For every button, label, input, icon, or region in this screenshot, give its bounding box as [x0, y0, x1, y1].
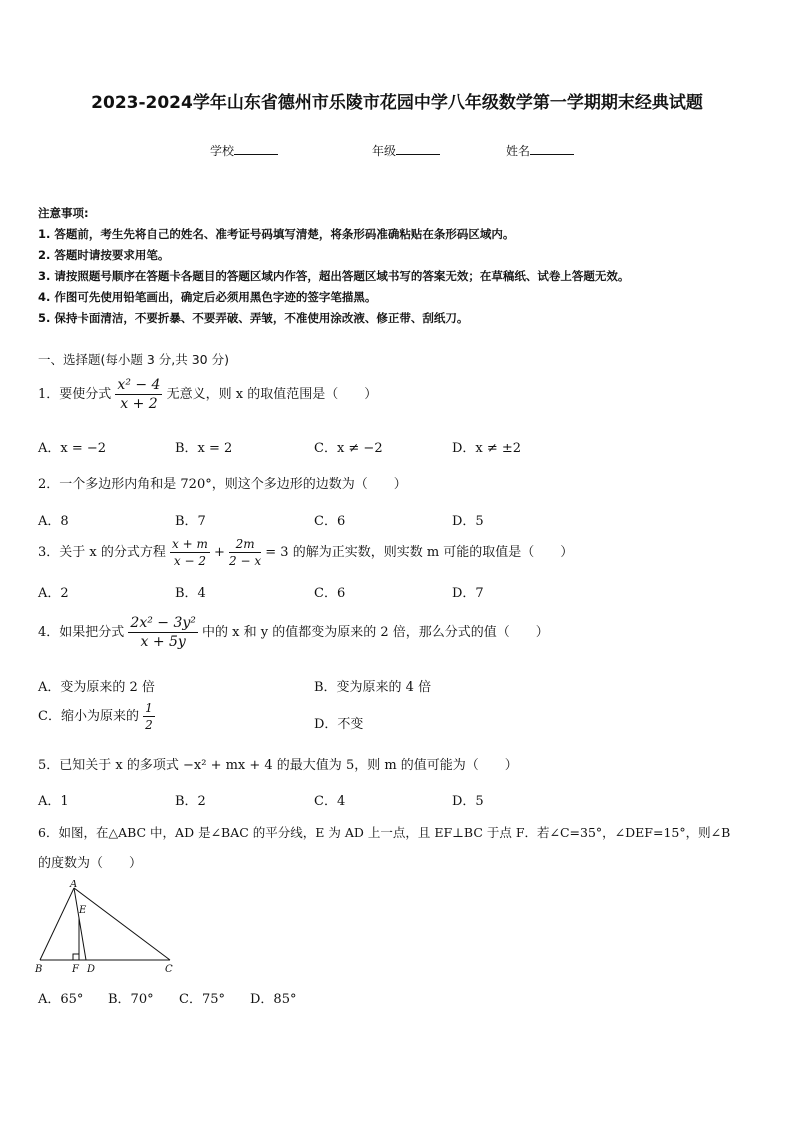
- note-item-4: 4. 作图可先使用铅笔画出，确定后必须用黑色字迹的签字笔描黑。: [38, 290, 377, 304]
- q5-option-c: C．4: [314, 794, 346, 809]
- name-label: 姓名: [506, 144, 531, 158]
- q2-option-c: C．6: [314, 514, 346, 529]
- note-item-1: 1. 答题前，考生先将自己的姓名、准考证号码填写清楚，将条形码准确粘贴在条形码区域内。: [38, 227, 515, 241]
- q6-option-a: A．65°: [38, 992, 84, 1007]
- question-6-line-2: 的度数为（ ）: [38, 856, 143, 871]
- q4-option-c-text: C．缩小为原来的: [38, 709, 139, 724]
- label-d: D: [87, 964, 96, 975]
- grade-label: 年级: [372, 144, 397, 158]
- q5-option-d: D．5: [452, 794, 484, 809]
- q1-numerator: x² − 4: [117, 377, 161, 393]
- note-item-5: 5. 保持卡面清洁，不要折暴、不要弄破、弄皱，不准使用涂改液、修正带、刮纸刀。: [38, 311, 469, 325]
- question-3: [38, 538, 573, 567]
- q3-fraction-2: [229, 538, 261, 567]
- q6-option-d: D．85°: [250, 992, 297, 1007]
- q4-c-denominator: 2: [145, 718, 153, 732]
- q3-f1-numerator: x + m: [172, 537, 208, 551]
- grade-blank: [396, 144, 440, 155]
- q3-plus: +: [214, 545, 225, 560]
- note-item-3: 3. 请按照题号顺序在答题卡各题目的答题区域内作答，超出答题区域书写的答案无效；在草稿纸、试卷上答题无效。: [38, 269, 630, 283]
- segment-ac: [74, 888, 170, 960]
- q1-option-d: D．x ≠ ±2: [452, 441, 522, 456]
- question-6-line-1: 6．如图，在△ABC 中，AD 是∠BAC 的平分线，E 为 AD 上一点，且 EF⊥BC 于点 F．若∠C=35°，∠DEF=15°，则∠B: [38, 825, 731, 840]
- q1-fraction: [115, 378, 162, 411]
- segment-ad: [74, 888, 86, 960]
- grade-field: [372, 142, 440, 159]
- question-1: [38, 378, 377, 411]
- q4-c-numerator: 1: [145, 701, 153, 715]
- q5-option-b: B．2: [175, 794, 206, 809]
- q1-option-a: A．x = −2: [38, 441, 107, 456]
- q4-fraction: [128, 616, 197, 649]
- page-title: 2023-2024学年山东省德州市乐陵市花园中学八年级数学第一学期期末经典试题: [91, 93, 703, 113]
- q6-option-b: B．70°: [108, 992, 154, 1007]
- q4-denominator: x + 5y: [140, 634, 186, 650]
- q2-option-d: D．5: [452, 514, 484, 529]
- q3-f2-numerator: 2m: [229, 538, 261, 553]
- q3-fraction-1: [170, 538, 210, 567]
- q3-option-c: C．6: [314, 586, 346, 601]
- label-c: C: [165, 964, 173, 975]
- q4-option-c: [38, 702, 155, 731]
- q3-option-b: B．4: [175, 586, 206, 601]
- question-4: [38, 616, 549, 649]
- q3-suffix: = 3 的解为正实数，则实数 m 可能的取值是（ ）: [265, 545, 574, 560]
- notes-heading: 注意事项:: [38, 206, 89, 220]
- q4-option-d: D．不变: [314, 717, 364, 732]
- q3-option-a: A．2: [38, 586, 69, 601]
- q4-option-a: A．变为原来的 2 倍: [38, 680, 155, 695]
- label-e: E: [79, 905, 87, 916]
- q1-prefix: 1．要使分式: [38, 387, 112, 402]
- question-2: 2．一个多边形内角和是 720°，则这个多边形的边数为（ ）: [38, 477, 407, 492]
- q2-option-a: A．8: [38, 514, 69, 529]
- label-f: F: [72, 964, 79, 975]
- q5-option-a: A．1: [38, 794, 69, 809]
- right-angle-mark: [73, 954, 79, 960]
- q3-prefix: 3．关于 x 的分式方程: [38, 545, 166, 560]
- segment-ab: [40, 888, 74, 960]
- q1-option-b: B．x = 2: [175, 441, 233, 456]
- q3-option-d: D．7: [452, 586, 484, 601]
- label-b: B: [35, 964, 43, 975]
- q4-option-b: B．变为原来的 4 倍: [314, 680, 432, 695]
- q3-f2-denominator: 2 − x: [229, 554, 262, 568]
- school-label: 学校: [210, 144, 235, 158]
- school-blank: [234, 144, 278, 155]
- q4-option-c-fraction: [143, 702, 155, 731]
- school-field: [210, 142, 278, 159]
- name-field: [506, 142, 574, 159]
- q2-option-b: B．7: [175, 514, 206, 529]
- section-heading: 一、选择题(每小题 3 分,共 30 分): [38, 352, 229, 367]
- label-a: A: [70, 880, 78, 890]
- q1-option-c: C．x ≠ −2: [314, 441, 383, 456]
- q1-denominator: x + 2: [120, 396, 158, 412]
- q6-option-c: C．75°: [179, 992, 225, 1007]
- q1-suffix: 无意义，则 x 的取值范围是（ ）: [166, 387, 378, 402]
- name-blank: [530, 144, 574, 155]
- q4-suffix: 中的 x 和 y 的值都变为原来的 2 倍，那么分式的值（ ）: [202, 625, 549, 640]
- note-item-2: 2. 答题时请按要求用笔。: [38, 248, 170, 262]
- q4-prefix: 4．如果把分式: [38, 625, 125, 640]
- question-5: 5．已知关于 x 的多项式 −x² + mx + 4 的最大值为 5，则 m 的值可能为（ ）: [38, 758, 518, 773]
- triangle-figure: [32, 880, 182, 975]
- q4-numerator: 2x² − 3y²: [130, 615, 196, 631]
- q3-f1-denominator: x − 2: [173, 554, 206, 568]
